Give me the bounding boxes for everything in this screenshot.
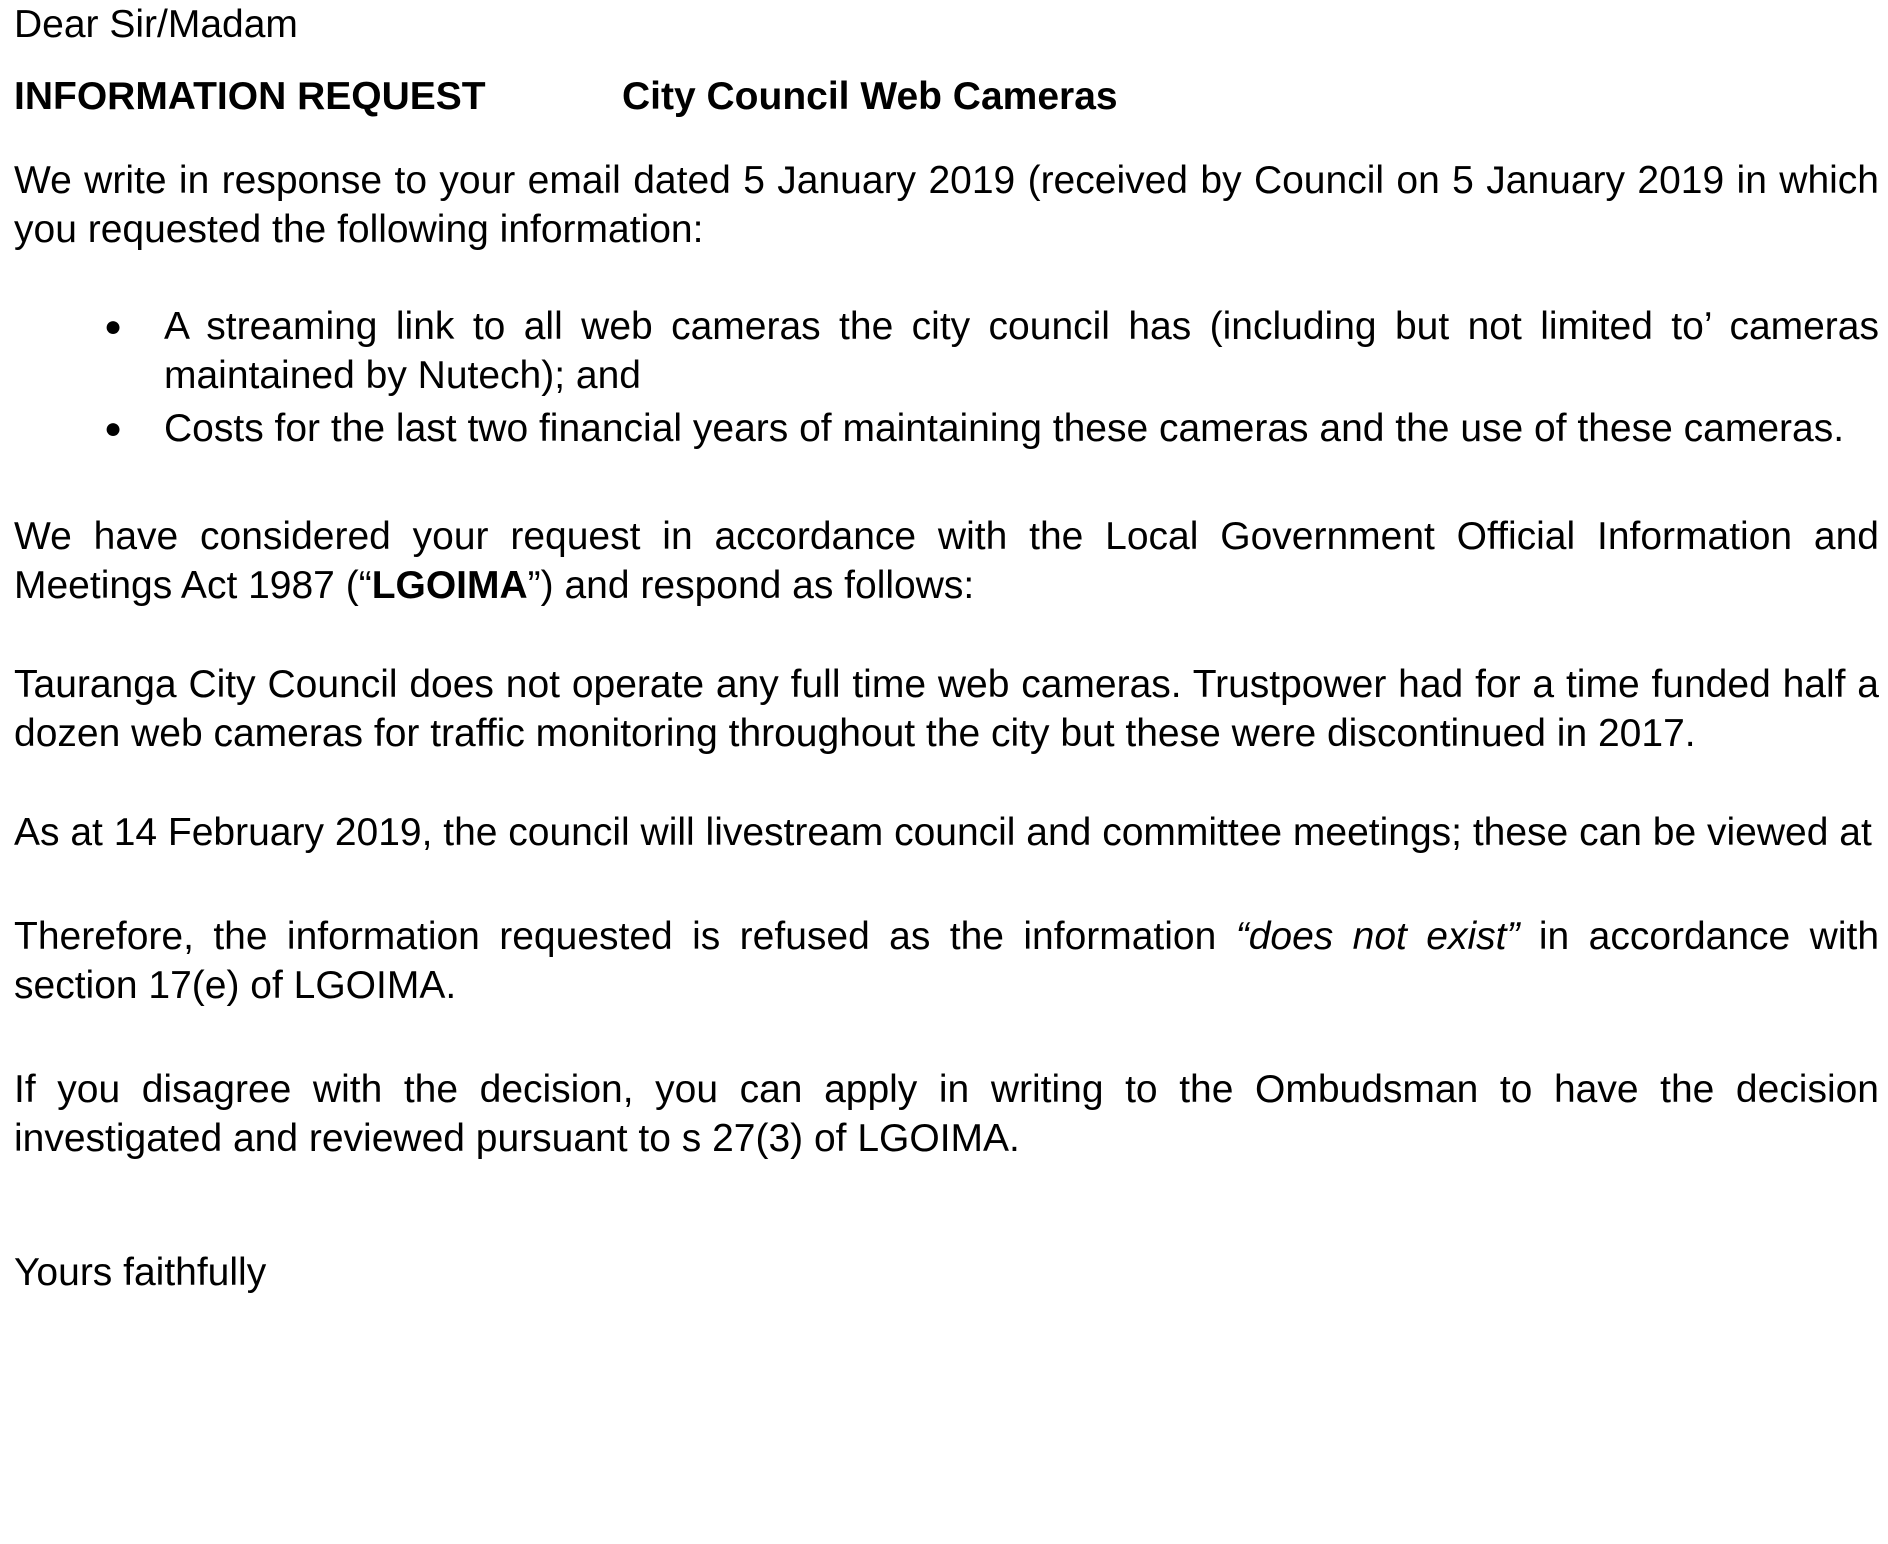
list-item bbox=[14, 302, 1879, 400]
considered-text-after: ”) and respond as follows: bbox=[527, 564, 975, 607]
heading-label: INFORMATION REQUEST bbox=[14, 75, 486, 118]
refusal-paragraph bbox=[14, 912, 1879, 1010]
considered-text-before: We have considered your request in accordance with the Local Government Official Information and Meetings Act 1987 (“ bbox=[14, 515, 1879, 607]
list-item-text: A streaming link to all web cameras the city council has (including but not limited to’ cameras maintained by Nutech); and bbox=[164, 305, 1879, 397]
ombudsman-paragraph: If you disagree with the decision, you can apply in writing to the Ombudsman to have the decision investigated and reviewed pursuant to s 27(3) of LGOIMA. bbox=[14, 1068, 1879, 1160]
closing: Yours faithfully bbox=[14, 1251, 267, 1294]
list-item bbox=[14, 404, 1879, 453]
bullet-icon: ● bbox=[104, 412, 123, 445]
lgoima-acronym: LGOIMA bbox=[371, 564, 528, 607]
tauranga-paragraph: Tauranga City Council does not operate any full time web cameras. Trustpower had for a time funded half a dozen web cameras for traffic monitoring throughout the city but these were discontinued in 2017. bbox=[14, 663, 1879, 755]
bullet-icon: ● bbox=[104, 310, 123, 343]
intro-paragraph: We write in response to your email dated 5 January 2019 (received by Council on 5 January 2019 in which you requested the following information: bbox=[14, 159, 1879, 251]
refusal-text-before: Therefore, the information requested is refused as the information bbox=[14, 915, 1236, 958]
refusal-text-after: in accordance with section 17(e) of LGOIMA. bbox=[14, 915, 1880, 1007]
considered-paragraph bbox=[14, 512, 1879, 610]
letter-heading bbox=[14, 72, 1879, 121]
heading-subject: City Council Web Cameras bbox=[622, 75, 1118, 118]
list-item-text: Costs for the last two financial years of maintaining these cameras and the use of these cameras. bbox=[164, 407, 1845, 450]
refusal-quote: “does not exist” bbox=[1235, 915, 1520, 958]
letter-page bbox=[14, 0, 1879, 1297]
salutation: Dear Sir/Madam bbox=[14, 3, 298, 46]
livestream-paragraph: As at 14 February 2019, the council will livestream council and committee meetings; these can be viewed at bbox=[14, 811, 1872, 854]
request-list bbox=[14, 302, 1879, 453]
